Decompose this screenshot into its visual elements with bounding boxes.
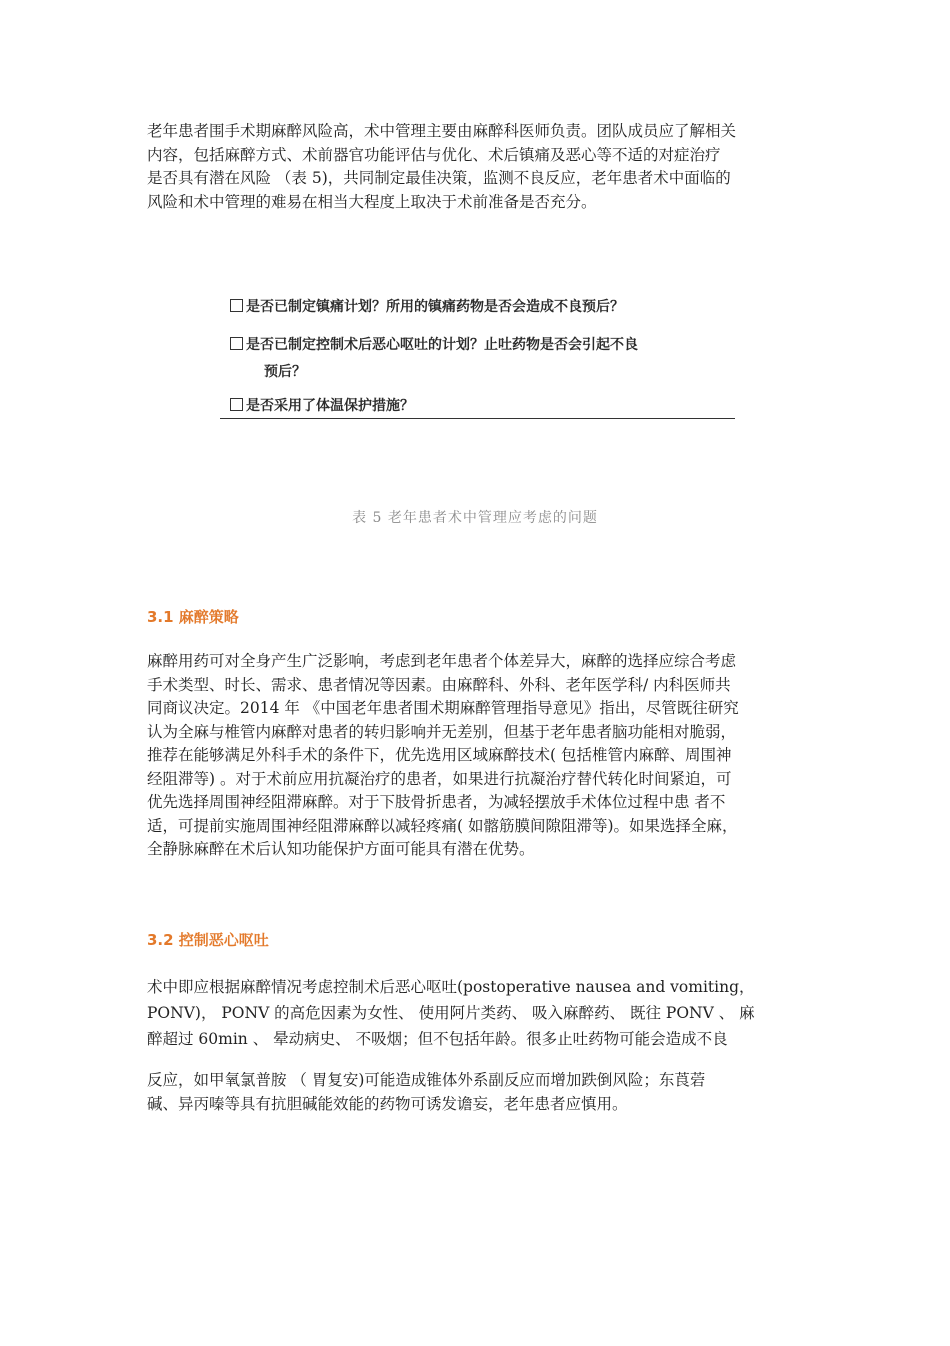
intro-line: 是否具有潜在风险 （表 5)，共同制定最佳决策，监测不良反应，老年患者术中面临的 <box>147 169 731 187</box>
paragraph-line: 反应，如甲氧氯普胺 （ 胃复安)可能造成锥体外系副反应而增加跌倒风险；东莨菪 <box>147 1071 706 1089</box>
table-caption: 表 5 老年患者术中管理应考虑的问题 <box>352 510 598 526</box>
intro-line: 内容，包括麻醉方式、术前器官功能评估与优化、术后镇痛及恶心等不适的对症治疗 <box>147 145 721 164</box>
paragraph-line: 同商议决定。2014 年 《中国老年患者围术期麻醉管理指导意见》指出，尽管既往研究 <box>147 699 739 717</box>
section-3-2-paragraph-part1 <box>147 974 812 1052</box>
checkbox-icon <box>230 398 243 411</box>
paragraph-line: 认为全麻与椎管内麻醉对患者的转归影响并无差别，但基于老年患者脑功能相对脆弱， <box>147 722 737 741</box>
checklist-item-continuation: 预后？ <box>264 364 306 380</box>
checkbox-icon <box>230 337 243 350</box>
checklist-item-text: 是否已制定控制术后恶心呕吐的计划？止吐药物是否会引起不良 <box>246 337 638 353</box>
paragraph-line: 全静脉麻醉在术后认知功能保护方面可能具有潜在优势。 <box>147 840 535 858</box>
paragraph-line: 优先选择周围神经阻滞麻醉。对于下肢骨折患者，为减轻摆放手术体位过程中患 者不 <box>147 793 726 811</box>
paragraph-line: 碱、异丙嗪等具有抗胆碱能效能的药物可诱发谵妄，老年患者应慎用。 <box>147 1094 628 1113</box>
paragraph-line: 麻醉用药可对全身产生广泛影响，考虑到老年患者个体差异大，麻醉的选择应综合考虑 <box>147 652 737 670</box>
table5-checklist-image <box>220 290 735 422</box>
section-3-1-paragraph <box>147 650 812 862</box>
checklist-item-text: 是否采用了体温保护措施？ <box>246 398 414 414</box>
section-heading-3-2: 3.2 控制恶心呕吐 <box>147 931 269 949</box>
intro-line: 风险和术中管理的难易在相当大程度上取决于术前准备是否充分。 <box>147 192 597 211</box>
checklist-item <box>230 334 638 354</box>
section-3-2-paragraph-part2 <box>147 1069 812 1116</box>
paragraph-line: 推荐在能够满足外科手术的条件下，优先选用区域麻醉技术( 包括椎管内麻醉、周围神 <box>147 746 732 764</box>
checklist-item-text: 是否已制定镇痛计划？所用的镇痛药物是否会造成不良预后？ <box>246 299 624 315</box>
paragraph-line: PONV)， PONV 的高危因素为女性、 使用阿片类药、 吸入麻醉药、 既往 PONV 、 麻 <box>147 1004 755 1022</box>
checklist-item <box>230 395 414 415</box>
checklist-item <box>230 296 624 316</box>
paragraph-line: 手术类型、时长、需求、患者情况等因素。由麻醉科、外科、老年医学科/ 内科医师共 <box>147 675 731 694</box>
paragraph-line: 经阻滞等) 。对于术前应用抗凝治疗的患者，如果进行抗凝治疗替代转化时间紧迫，可 <box>147 769 732 788</box>
paragraph-line: 醉超过 60min 、 晕动病史、 不吸烟；但不包括年龄。很多止吐药物可能会造成不良 <box>147 1030 728 1048</box>
paragraph-line: 术中即应根据麻醉情况考虑控制术后恶心呕吐(postoperative nausea and vomiting， <box>147 978 755 996</box>
intro-paragraph <box>147 120 812 214</box>
section-heading-3-1: 3.1 麻醉策略 <box>147 608 239 626</box>
checkbox-icon <box>230 299 243 312</box>
paragraph-line: 适，可提前实施周围神经阻滞麻醉以减轻疼痛( 如髂筋膜间隙阻滞等)。如果选择全麻， <box>147 816 738 835</box>
table-bottom-rule <box>220 418 735 419</box>
intro-line: 老年患者围手术期麻醉风险高，术中管理主要由麻醉科医师负责。团队成员应了解相关 <box>147 122 737 140</box>
